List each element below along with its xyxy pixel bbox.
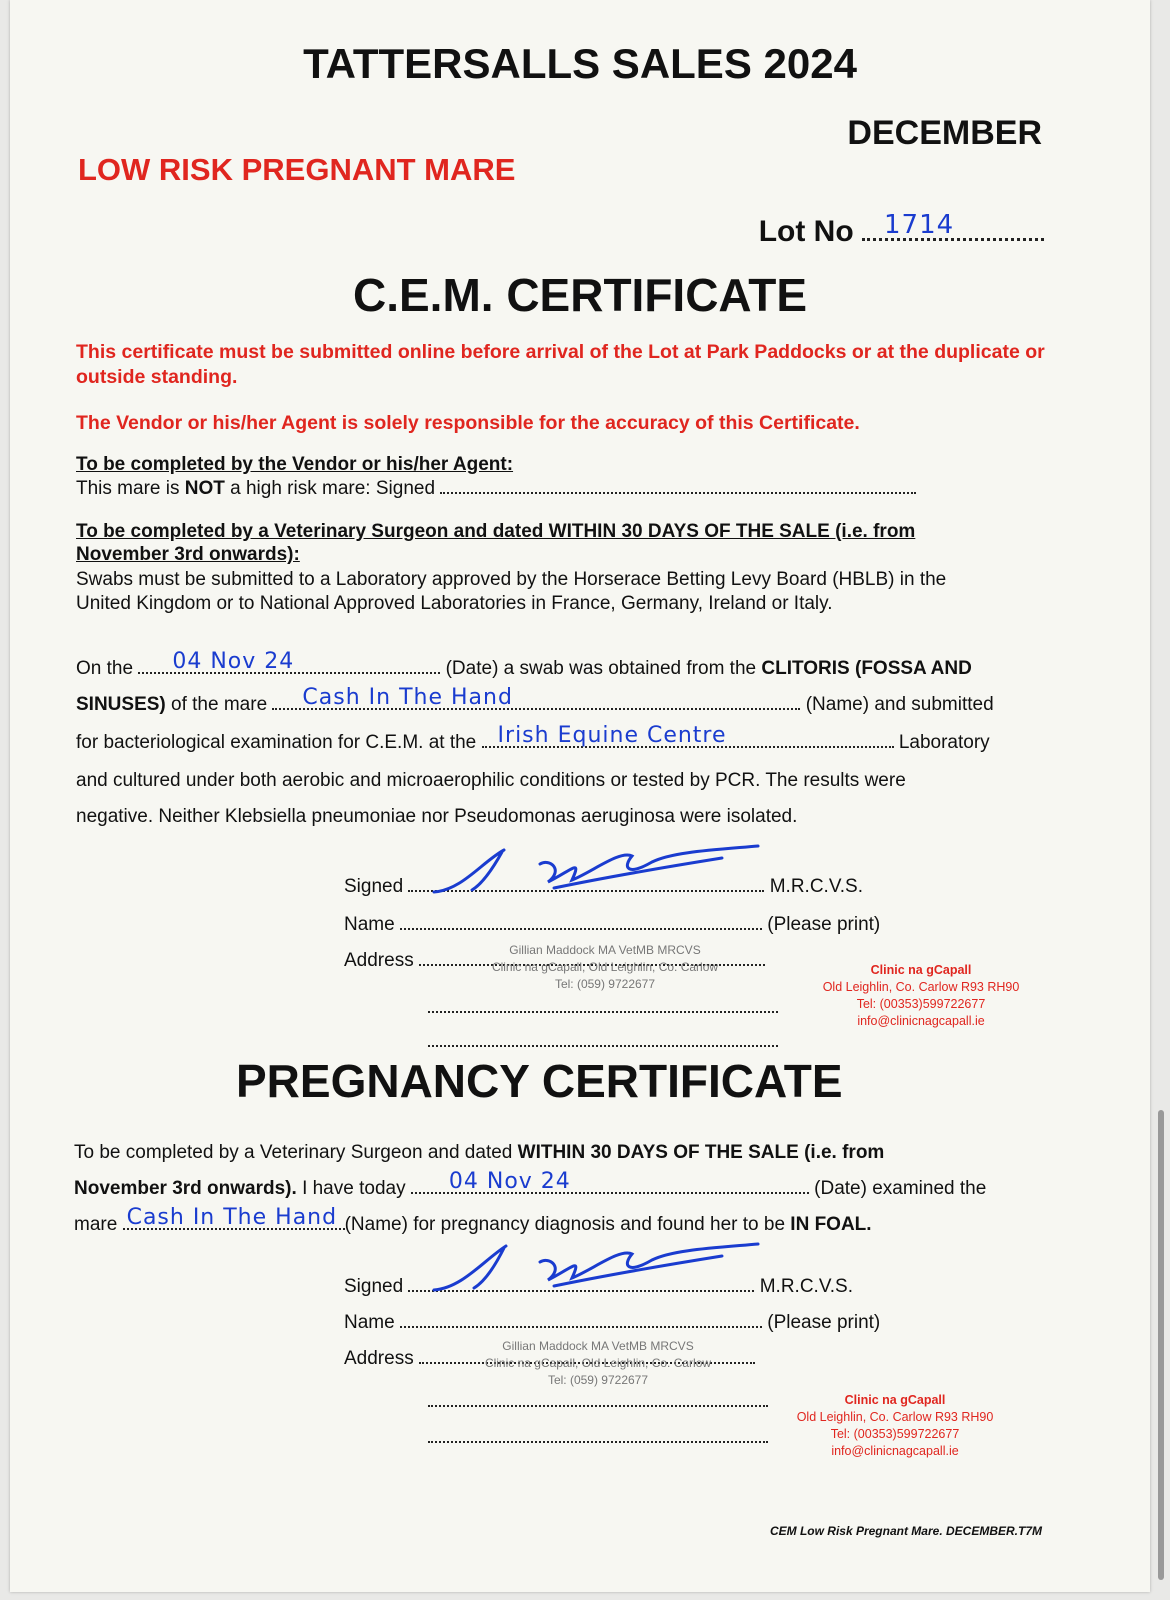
vendor-line-pre: This mare is: [76, 478, 185, 499]
vendor-line-post: a high risk mare: Signed: [224, 478, 436, 499]
lot-number-value: 1714: [884, 210, 955, 240]
cem-clinic-stamp: [816, 962, 1026, 1030]
cem-name-field: [400, 928, 762, 930]
pregnancy-line1: [74, 1142, 884, 1164]
preg-vet-stamp: [480, 1338, 716, 1389]
mare-name-value: Cash In The Hand: [302, 685, 513, 710]
preg-date-field: [411, 1169, 809, 1194]
preg-name-label: Name: [344, 1312, 395, 1333]
sale-title: TATTERSALLS SALES 2024: [303, 40, 857, 87]
stamp-vet-name: Gillian Maddock MA VetMB MRCVS: [509, 943, 701, 957]
scrollbar[interactable]: [1158, 1110, 1164, 1580]
preg-signed-label: Signed: [344, 1276, 404, 1297]
vendor-declaration: [76, 478, 916, 500]
preg-clinic-name: Clinic na gCapall: [844, 1393, 946, 1407]
cem-please-print: (Please print): [767, 914, 881, 935]
vet-heading: [76, 520, 1051, 566]
preg-mrcvs-label: M.R.C.V.S.: [759, 1276, 853, 1297]
form-footer-code: CEM Low Risk Pregnant Mare. DECEMBER.T7M: [769, 1524, 1042, 1538]
name-submitted-label: (Name) and submitted: [805, 694, 994, 715]
mare-name-row: [76, 685, 994, 716]
preg-stamp-tel: Tel: (059) 9722677: [547, 1373, 649, 1387]
preg-line3-post: (Name) for pregnancy diagnosis and found her to be: [344, 1214, 786, 1235]
preg-name-field: [400, 1326, 762, 1328]
clinic-address: Old Leighlin, Co. Carlow R93 RH90: [822, 980, 1020, 994]
preg-address-dots3: [428, 1441, 768, 1443]
cem-vet-stamp: [490, 942, 720, 993]
pregnancy-line3: [74, 1205, 872, 1236]
vendor-line-not: NOT: [184, 478, 225, 499]
clinic-email: info@clinicnagcapall.ie: [857, 1014, 985, 1028]
clinic-name: Clinic na gCapall: [870, 963, 972, 977]
vendor-heading: To be completed by the Vendor or his/her Agent:: [76, 454, 514, 475]
preg-line1-pre: To be completed by a Veterinary Surgeon and dated: [74, 1142, 513, 1163]
lab-name-value: Irish Equine Centre: [497, 723, 727, 748]
preg-in-foal: IN FOAL.: [790, 1214, 872, 1235]
preg-please-print: (Please print): [767, 1312, 881, 1333]
cem-signature-image: [422, 840, 762, 900]
vet-heading-line1: To be completed by a Veterinary Surgeon and dated WITHIN 30 DAYS OF THE SALE (i.e. from: [76, 521, 916, 542]
cem-signed-label: Signed: [344, 876, 404, 897]
preg-line2-post: (Date) examined the: [814, 1178, 987, 1199]
cem-notice-responsibility: The Vendor or his/her Agent is solely responsible for the accuracy of this Certificate.: [76, 412, 860, 434]
swabs-line2: United Kingdom or to National Approved Laboratories in France, Germany, Ireland or Italy.: [76, 593, 833, 614]
cem-notice-online: This certificate must be submitted online before arrival of the Lot at Park Paddocks or at the duplicate or outside standing.: [76, 341, 1045, 388]
preg-line2-mid: I have today: [302, 1178, 406, 1199]
cem-address-line3: [428, 1034, 778, 1052]
pregnancy-title: PREGNANCY CERTIFICATE: [236, 1055, 843, 1107]
preg-line1-bold: WITHIN 30 DAYS OF THE SALE (i.e. from: [517, 1142, 885, 1163]
stamp-tel: Tel: (059) 9722677: [554, 977, 656, 991]
preg-stamp-vet-name: Gillian Maddock MA VetMB MRCVS: [502, 1339, 694, 1353]
certificate-page: [10, 0, 1150, 1592]
preg-address-line2: [428, 1394, 768, 1412]
preg-mare-value: Cash In The Hand: [126, 1205, 338, 1230]
mare-category: LOW RISK PREGNANT MARE: [78, 152, 516, 187]
cem-name-label: Name: [344, 914, 395, 935]
sinuses-label: SINUSES): [76, 694, 166, 715]
cem-name-row: [344, 914, 880, 936]
cem-address-line2: [428, 1000, 778, 1018]
swab-date-row: [76, 649, 972, 680]
for-bact-label: for bacteriological examination for C.E.M. at the: [76, 732, 477, 753]
date-after-label: (Date) a swab was obtained from the: [445, 658, 757, 679]
preg-signature-image: [422, 1236, 762, 1298]
pregnancy-line2: [74, 1169, 987, 1200]
lab-name-field: [482, 723, 894, 748]
swabs-line1: Swabs must be submitted to a Laboratory approved by the Horserace Betting Levy Board (HBLB) in the: [76, 569, 947, 590]
mare-name-field: [272, 685, 800, 710]
clinic-tel: Tel: (00353)599722677: [856, 997, 986, 1011]
preg-address-line3: [428, 1430, 768, 1448]
preg-address-dots2: [428, 1405, 768, 1407]
cem-address-dots3: [428, 1045, 778, 1047]
preg-mare-field: [123, 1205, 345, 1230]
preg-address-label: Address: [344, 1348, 414, 1369]
preg-clinic-stamp: [790, 1392, 1000, 1460]
of-the-mare-label: of the mare: [171, 694, 268, 715]
lot-number-row: [759, 212, 1044, 249]
preg-name-row: [344, 1312, 880, 1334]
swabs-text: [76, 568, 946, 616]
swab-date-value: 04 Nov 24: [172, 649, 295, 674]
preg-date-value: 04 Nov 24: [448, 1169, 571, 1194]
preg-stamp-practice: Clinic na gCapall, Old Leighlin, Co. Carlow: [484, 1356, 712, 1370]
lot-label: Lot No: [758, 215, 854, 248]
cem-title: C.E.M. CERTIFICATE: [352, 269, 808, 321]
cem-mrcvs-label: M.R.C.V.S.: [769, 876, 863, 897]
clitoris-label: CLITORIS (FOSSA AND: [761, 658, 972, 679]
preg-clinic-email: info@clinicnagcapall.ie: [831, 1444, 959, 1458]
lot-number-field: [862, 212, 1044, 241]
preg-line2-bold: November 3rd onwards).: [74, 1178, 297, 1199]
stamp-practice: Clinic na gCapall, Old Leighlin, Co. Carlow: [491, 960, 719, 974]
swab-date-field: [138, 649, 440, 674]
preg-clinic-address: Old Leighlin, Co. Carlow R93 RH90: [796, 1410, 994, 1424]
cem-address-label: Address: [344, 950, 414, 971]
cem-address-dots2: [428, 1011, 778, 1013]
lab-row: [76, 723, 990, 754]
cultured-text: and cultured under both aerobic and microaerophilic conditions or tested by PCR. The results were: [76, 770, 906, 791]
sale-month: DECEMBER: [847, 114, 1042, 152]
vet-heading-line2: November 3rd onwards):: [76, 544, 300, 565]
negative-text: negative. Neither Klebsiella pneumoniae nor Pseudomonas aeruginosa were isolated.: [76, 806, 798, 827]
laboratory-label: Laboratory: [898, 732, 990, 753]
vendor-signature-line: [440, 492, 916, 494]
on-the-label: On the: [76, 658, 134, 679]
preg-clinic-tel: Tel: (00353)599722677: [830, 1427, 960, 1441]
preg-mare-label: mare: [74, 1214, 118, 1235]
